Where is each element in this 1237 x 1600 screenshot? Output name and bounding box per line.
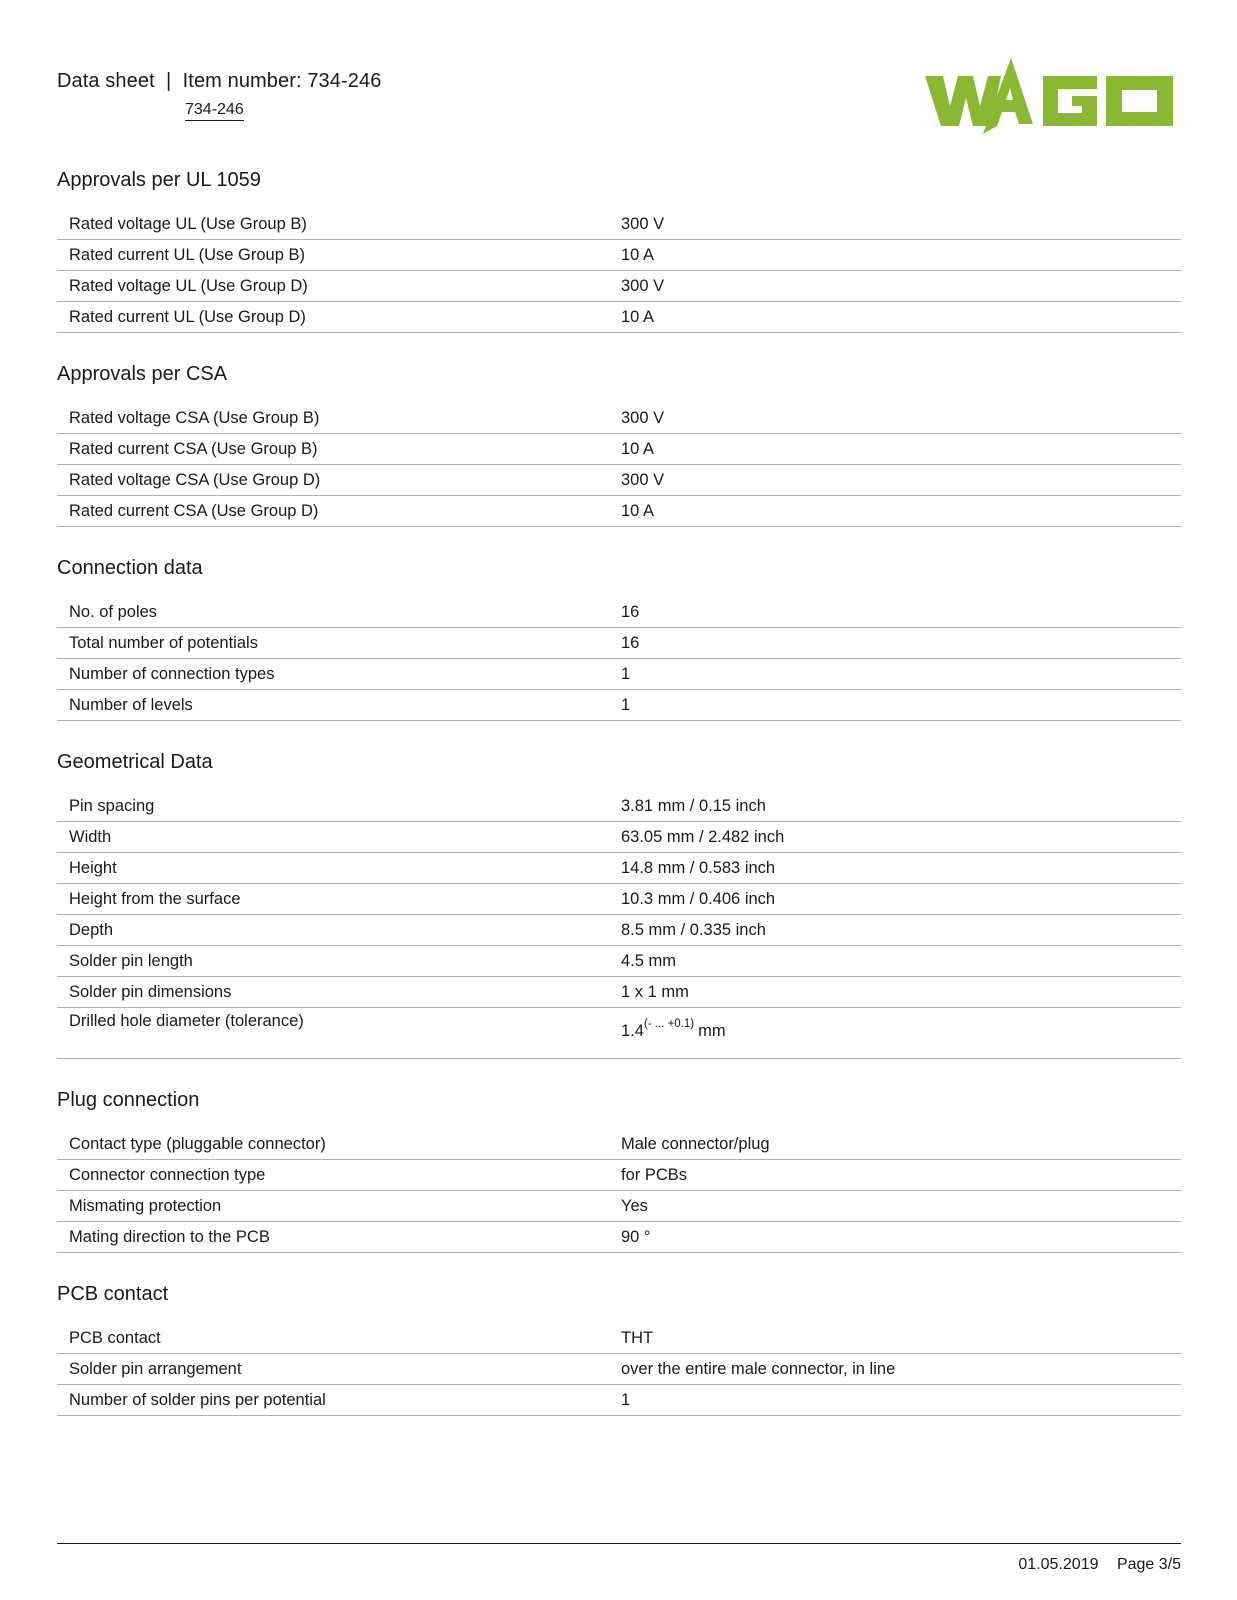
- spec-label: Pin spacing: [69, 796, 155, 815]
- spec-value: 300 V: [621, 276, 665, 295]
- spec-label: Rated voltage CSA (Use Group B): [69, 408, 320, 427]
- table-row: [57, 302, 1181, 333]
- spec-value: 1 x 1 mm: [621, 982, 689, 1001]
- spec-value: 16: [621, 633, 640, 652]
- spec-value: THT: [621, 1328, 654, 1347]
- spec-table: [57, 403, 1181, 527]
- footer-date: 01.05.2019: [1018, 1556, 1099, 1573]
- section-title: Geometrical Data: [57, 751, 213, 773]
- section-title: PCB contact: [57, 1283, 169, 1305]
- table-row: [57, 597, 1181, 628]
- table-row: [57, 977, 1181, 1008]
- table-row: [57, 434, 1181, 465]
- table-row: [57, 1160, 1181, 1191]
- spec-table: [57, 791, 1181, 1059]
- table-row: [57, 853, 1181, 884]
- table-row: [57, 1385, 1181, 1416]
- spec-label: Drilled hole diameter (tolerance): [69, 1012, 304, 1030]
- table-row: [57, 1222, 1181, 1253]
- spec-label: Height: [69, 858, 117, 877]
- spec-label: Width: [69, 827, 112, 846]
- section-plug-connection: [57, 1088, 1181, 1253]
- spec-label: Mating direction to the PCB: [69, 1227, 270, 1246]
- table-row: [57, 628, 1181, 659]
- spec-label: Number of connection types: [69, 664, 275, 683]
- spec-value: 1: [621, 1390, 631, 1409]
- footer-info: [1004, 1556, 1181, 1574]
- section-title: Connection data: [57, 557, 203, 579]
- table-row: [57, 209, 1181, 240]
- table-row: [57, 1129, 1181, 1160]
- spec-label: Depth: [69, 920, 114, 939]
- spec-label: Rated current UL (Use Group D): [69, 307, 306, 326]
- table-row: [57, 791, 1181, 822]
- table-row: [57, 1008, 1181, 1059]
- document-title: Data sheet | Item number: 734-246: [57, 70, 382, 92]
- table-row: [57, 496, 1181, 527]
- page-footer: [57, 1543, 1181, 1573]
- spec-value: 14.8 mm / 0.583 inch: [621, 858, 776, 877]
- spec-value: over the entire male connector, in line: [621, 1359, 896, 1378]
- hole-tolerance: (- ... +0.1): [643, 1018, 695, 1030]
- spec-value: Male connector/plug: [621, 1134, 770, 1153]
- section-pcb-contact: [57, 1282, 1181, 1416]
- table-row: [57, 884, 1181, 915]
- hole-diameter-base: 1.4: [621, 1022, 644, 1040]
- spec-content: [57, 168, 1181, 1445]
- section-csa-approvals: [57, 362, 1181, 527]
- spec-table: [57, 209, 1181, 333]
- spec-label: Rated voltage UL (Use Group B): [69, 214, 307, 233]
- spec-label: Contact type (pluggable connector): [69, 1134, 326, 1153]
- spec-label: Rated current UL (Use Group B): [69, 245, 305, 264]
- spec-value: 10 A: [621, 501, 655, 520]
- table-row: [57, 690, 1181, 721]
- spec-value: 90 °: [621, 1227, 651, 1246]
- spec-label: No. of poles: [69, 602, 158, 621]
- spec-value: 3.81 mm / 0.15 inch: [621, 796, 766, 815]
- spec-label: Height from the surface: [69, 889, 241, 908]
- spec-value: 300 V: [621, 408, 665, 427]
- table-row: [57, 1354, 1181, 1385]
- table-row: [57, 1191, 1181, 1222]
- spec-value: for PCBs: [621, 1165, 688, 1184]
- spec-table: [57, 1323, 1181, 1416]
- table-row: [57, 1323, 1181, 1354]
- spec-label: Number of levels: [69, 695, 193, 714]
- spec-label: Solder pin arrangement: [69, 1359, 242, 1378]
- spec-label: Solder pin length: [69, 951, 193, 970]
- spec-label: Mismating protection: [69, 1196, 222, 1215]
- table-row: [57, 946, 1181, 977]
- spec-value: 10.3 mm / 0.406 inch: [621, 889, 776, 908]
- spec-value: 16: [621, 602, 640, 621]
- table-row: [57, 659, 1181, 690]
- spec-label: Solder pin dimensions: [69, 982, 232, 1001]
- table-row: [57, 403, 1181, 434]
- footer-page-number: Page 3/5: [1116, 1556, 1181, 1573]
- section-geometrical-data: [57, 750, 1181, 1059]
- table-row: [57, 822, 1181, 853]
- section-title: Approvals per CSA: [57, 363, 228, 385]
- item-number-link[interactable]: 734-246: [185, 101, 244, 121]
- spec-label: Rated current CSA (Use Group D): [69, 501, 319, 520]
- spec-value: Yes: [621, 1196, 648, 1215]
- spec-label: Rated voltage CSA (Use Group D): [69, 470, 321, 489]
- spec-value: 1: [621, 695, 631, 714]
- spec-value: 10 A: [621, 307, 655, 326]
- table-row: [57, 915, 1181, 946]
- spec-value: 63.05 mm / 2.482 inch: [621, 827, 785, 846]
- spec-table: [57, 1129, 1181, 1253]
- table-row: [57, 271, 1181, 302]
- spec-label: Total number of potentials: [69, 633, 258, 652]
- spec-label: Rated current CSA (Use Group B): [69, 439, 318, 458]
- hole-diameter-unit: mm: [698, 1022, 726, 1040]
- section-connection-data: [57, 556, 1181, 721]
- spec-table: [57, 597, 1181, 721]
- spec-value: 1: [621, 664, 631, 683]
- spec-value: 300 V: [621, 214, 665, 233]
- section-title: Approvals per UL 1059: [57, 169, 261, 191]
- table-row: [57, 240, 1181, 271]
- spec-label: Rated voltage UL (Use Group D): [69, 276, 308, 295]
- table-row: [57, 465, 1181, 496]
- spec-label: PCB contact: [69, 1328, 161, 1347]
- spec-value: 10 A: [621, 439, 655, 458]
- section-title: Plug connection: [57, 1089, 200, 1111]
- spec-label: Connector connection type: [69, 1165, 266, 1184]
- wago-logo: [925, 58, 1182, 144]
- spec-label: Number of solder pins per potential: [69, 1390, 326, 1409]
- spec-value: 8.5 mm / 0.335 inch: [621, 920, 766, 939]
- document-header: [57, 70, 381, 121]
- spec-value: 10 A: [621, 245, 655, 264]
- spec-value: 300 V: [621, 470, 665, 489]
- spec-value: 4.5 mm: [621, 951, 677, 970]
- section-ul-approvals: [57, 168, 1181, 333]
- spec-value: [617, 1008, 1181, 1059]
